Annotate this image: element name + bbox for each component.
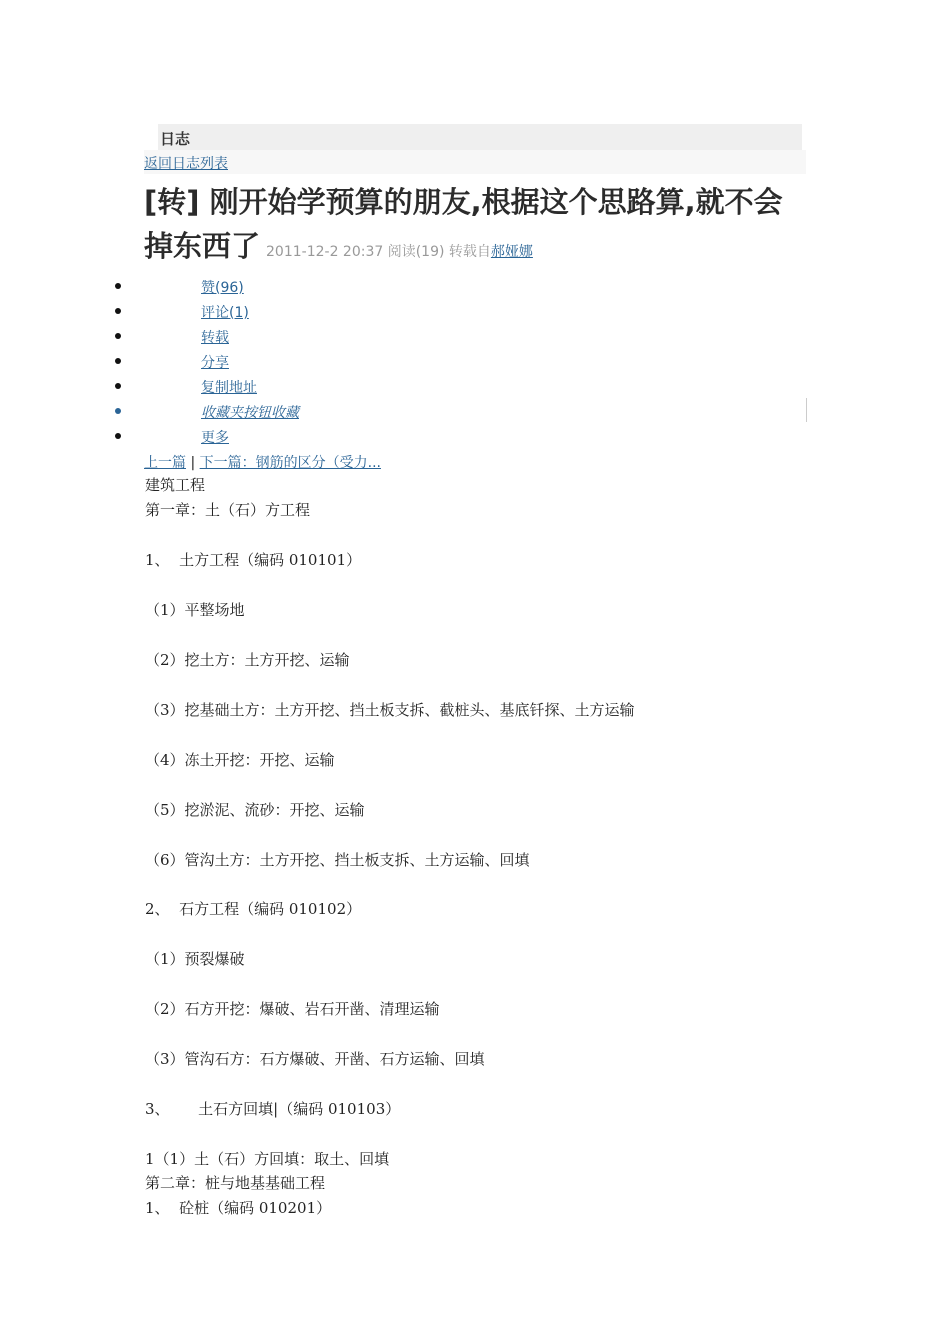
content-line: （1）平整场地 <box>145 601 245 619</box>
header-bar <box>158 124 802 150</box>
more-link[interactable]: 更多 <box>201 430 229 446</box>
favorite-link[interactable]: 收藏夹按钮收藏 <box>201 405 299 421</box>
content-line: 1、 土方工程（编码 010101） <box>145 551 362 569</box>
action-item-comment <box>0 299 950 324</box>
prev-post-link[interactable]: 上一篇 <box>144 455 186 471</box>
content-line: 2、 石方工程（编码 010102） <box>145 900 362 918</box>
author-link[interactable]: 郝娅娜 <box>490 244 533 260</box>
action-item-favorite <box>0 399 950 424</box>
bullet-icon <box>115 333 121 339</box>
content-line: （2）挖土方：土方开挖、运输 <box>145 651 350 669</box>
content-line: （6）管沟土方：土方开挖、挡土板支拆、土方运输、回填 <box>145 851 530 869</box>
content-line: 3、 土石方回填|（编码 010103） <box>145 1100 401 1118</box>
bullet-icon <box>115 283 121 289</box>
repost-link[interactable]: 转载 <box>201 330 229 346</box>
content-line: 建筑工程 <box>145 476 206 494</box>
content-line: （2）石方开挖：爆破、岩石开凿、清理运输 <box>145 1000 440 1018</box>
like-link[interactable]: 赞(96) <box>201 280 244 296</box>
divider <box>806 398 807 422</box>
content-line: 第二章：桩与地基基础工程 <box>145 1174 326 1192</box>
content-line: （3）管沟石方：石方爆破、开凿、石方运输、回填 <box>145 1050 485 1068</box>
content-line: （4）冻土开挖：开挖、运输 <box>145 751 335 769</box>
nav-separator: | <box>186 455 200 471</box>
share-link[interactable]: 分享 <box>201 355 229 371</box>
bullet-icon <box>115 308 121 314</box>
post-meta <box>266 244 533 260</box>
content-line: （3）挖基础土方：土方开挖、挡土板支拆、截桩头、基底钎探、土方运输 <box>145 701 635 719</box>
action-item-like <box>0 274 950 299</box>
action-item-copy <box>0 374 950 399</box>
post-meta-info: 2011-12-2 20:37 阅读(19) 转载自 <box>266 244 491 260</box>
action-item-share <box>0 349 950 374</box>
action-list <box>0 274 950 449</box>
comment-link[interactable]: 评论(1) <box>201 305 249 321</box>
action-item-repost <box>0 324 950 349</box>
content-line: 1、 砼桩（编码 010201） <box>145 1199 332 1217</box>
bullet-icon <box>115 383 121 389</box>
back-row <box>144 150 806 174</box>
post-title-text: [转] 刚开始学预算的朋友,根据这个思路算,就不会掉东西了 <box>144 185 783 263</box>
content-line: （1）预裂爆破 <box>145 950 245 968</box>
action-item-more <box>0 424 950 449</box>
content-line: 第一章：土（石）方工程 <box>145 501 311 519</box>
content-line: 1（1）土（石）方回填：取土、回填 <box>145 1150 390 1168</box>
content-line: （5）挖淤泥、流砂：开挖、运输 <box>145 801 365 819</box>
post-title <box>144 180 794 274</box>
copy-address-link[interactable]: 复制地址 <box>201 380 257 396</box>
bullet-icon <box>115 358 121 364</box>
back-to-list-link[interactable]: 返回日志列表 <box>144 156 228 172</box>
next-post-link[interactable]: 下一篇：钢筋的区分（受力... <box>199 455 381 471</box>
post-navigation <box>144 452 381 472</box>
bullet-icon <box>115 408 121 414</box>
header-title: 日志 <box>160 130 191 148</box>
bullet-icon <box>115 433 121 439</box>
